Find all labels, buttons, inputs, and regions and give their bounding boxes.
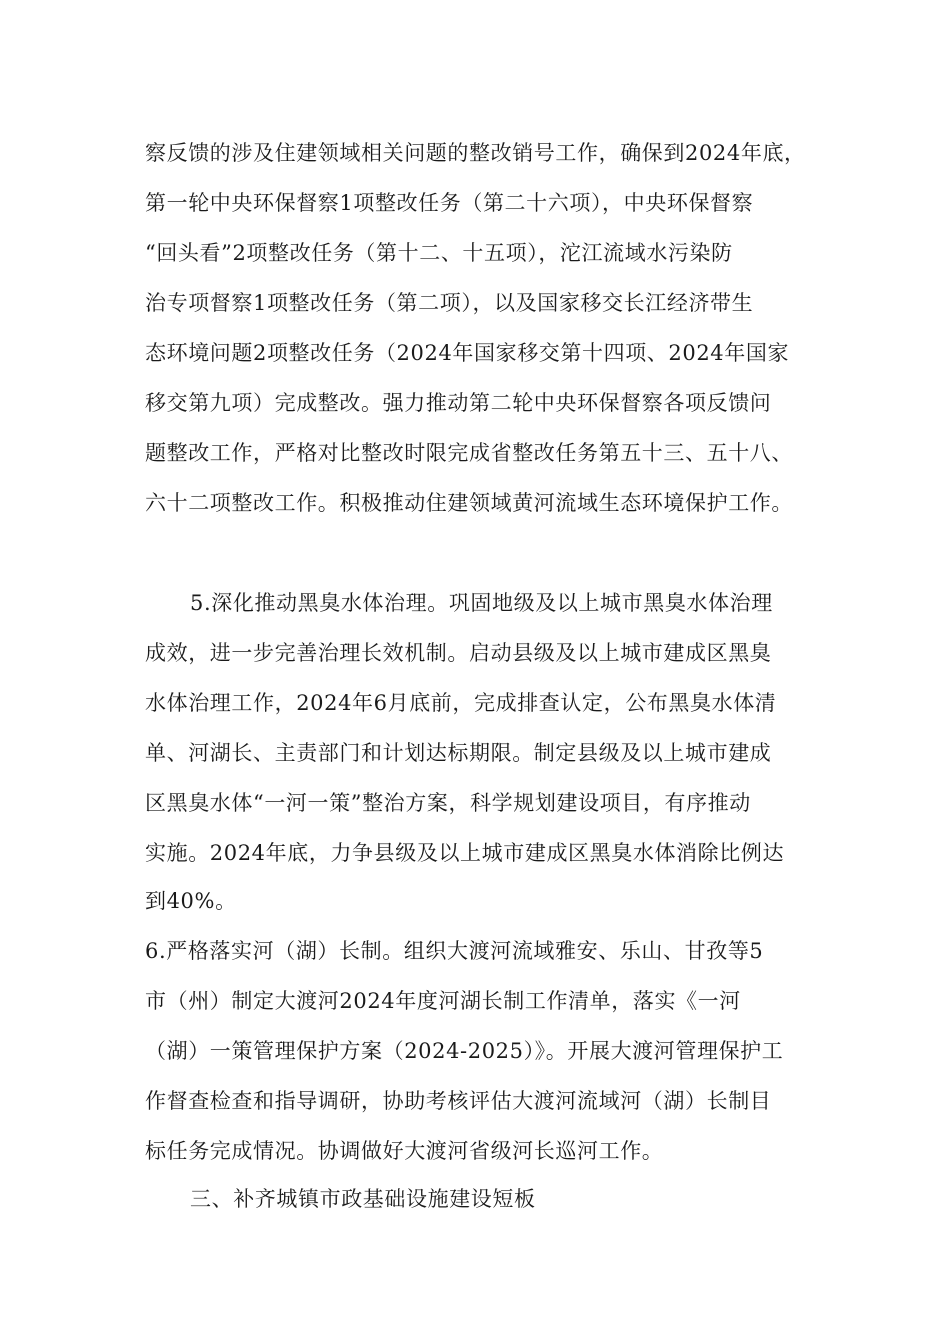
text-line: 到40%。: [145, 889, 237, 913]
text-line: 6.严格落实河（湖）长制。组织大渡河流域雅安、乐山、甘孜等5: [145, 939, 764, 963]
text-line: 六十二项整改工作。积极推动住建领域黄河流域生态环境保护工作。: [145, 491, 793, 515]
text-line: 移交第九项）完成整改。强力推动第二轮中央环保督察各项反馈问: [145, 391, 772, 415]
text-line: 治专项督察1项整改任务（第二项），以及国家移交长江经济带生: [145, 291, 754, 315]
text-line: 区黑臭水体“一河一策”整治方案，科学规划建设项目，有序推动: [145, 791, 751, 815]
text-line: 题整改工作，严格对比整改时限完成省整改任务第五十三、五十八、: [145, 441, 793, 465]
text-line: （湖）一策管理保护方案（2024-2025）》。开展大渡河管理保护工: [145, 1039, 784, 1063]
text-line: 水体治理工作，2024年6月底前，完成排查认定，公布黑臭水体清: [145, 691, 777, 715]
text-line: 察反馈的涉及住建领域相关问题的整改销号工作，确保到2024年底，: [145, 141, 806, 165]
section-heading: 三、补齐城镇市政基础设施建设短板: [190, 1187, 536, 1211]
text-line: 单、河湖长、主责部门和计划达标期限。制定县级及以上城市建成: [145, 741, 772, 765]
text-line: 5.深化推动黑臭水体治理。巩固地级及以上城市黑臭水体治理: [190, 591, 773, 615]
text-line: “回头看”2项整改任务（第十二、十五项），沱江流域水污染防: [145, 241, 733, 265]
text-line: 第一轮中央环保督察1项整改任务（第二十六项），中央环保督察: [145, 191, 754, 215]
text-line: 作督查检查和指导调研，协助考核评估大渡河流域河（湖）长制目: [145, 1089, 772, 1113]
text-line: 实施。2024年底，力争县级及以上城市建成区黑臭水体消除比例达: [145, 841, 785, 865]
text-line: 标任务完成情况。协调做好大渡河省级河长巡河工作。: [145, 1139, 664, 1163]
text-line: 成效，进一步完善治理长效机制。启动县级及以上城市建成区黑臭: [145, 641, 772, 665]
text-line: 市（州）制定大渡河2024年度河湖长制工作清单，落实《一河: [145, 989, 741, 1013]
text-line: 态环境问题2项整改任务（2024年国家移交第十四项、2024年国家: [145, 341, 790, 365]
